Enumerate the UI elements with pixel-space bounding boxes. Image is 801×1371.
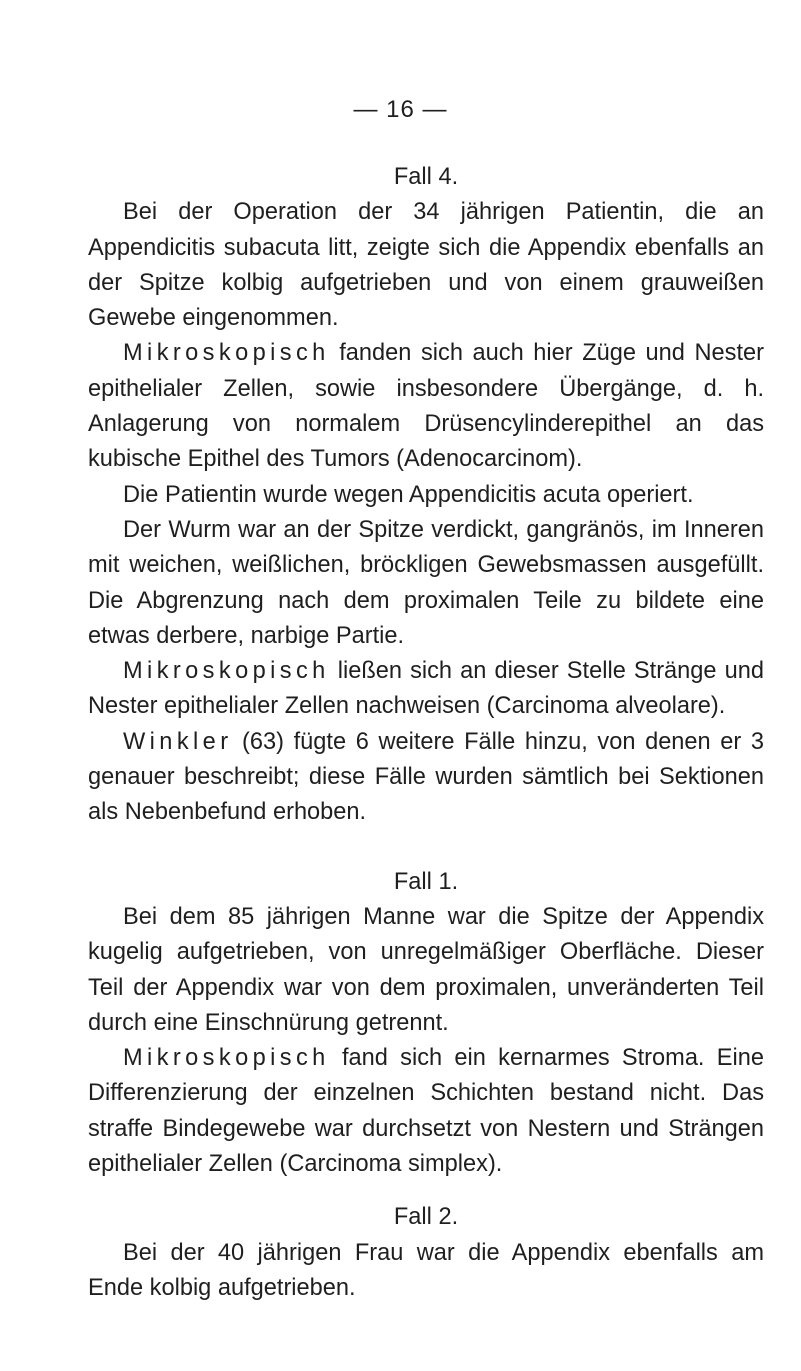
section-heading: Fall 4.: [393, 164, 459, 190]
paragraph: [88, 1236, 764, 1307]
section-gap: [88, 831, 764, 865]
paragraph-text: Die Patientin wurde wegen Appendicitis acuta operiert.: [123, 481, 694, 508]
paragraph: [88, 195, 764, 336]
paragraph: [88, 513, 764, 654]
spaced-term: Mikroskopisch: [123, 658, 330, 685]
spaced-term: Winkler: [123, 728, 233, 755]
paragraph: [88, 336, 764, 477]
paragraph-text: Bei dem 85 jährigen Manne war die Spitze der Appendix kugelig aufgetrieben, von unregelmäßiger Oberfläche. Dieser Teil der Appendix war von dem proximalen, unveränderten Teil durch eine Einschnürung getrennt.: [88, 903, 764, 1036]
paragraph: [88, 654, 764, 725]
paragraph-text: fanden sich auch hier Züge und Nester epithelialer Zellen, sowie insbesondere Übergänge, d. h. Anlagerung von normalem Drüsencylinderepithel an das kubische Epithel des Tumors (Adenocarcinom).: [88, 340, 764, 473]
paragraph-text: (63) fügte 6 weitere Fälle hinzu, von denen er 3 genauer beschreibt; diese Fälle wurden sämtlich bei Sektionen als Nebenbefund erhoben.: [88, 728, 764, 826]
paragraph-text: Bei der Operation der 34 jährigen Patientin, die an Appendicitis subacuta litt, zeigte sich die Appendix ebenfalls an der Spitze kolbig aufgetrieben und von einem grauweißen Gewebe eingenommen.: [88, 199, 764, 332]
section-heading: Fall 1.: [393, 868, 459, 895]
paragraph-text: ließen sich an dieser Stelle Stränge und Nester epithelialer Zellen nachweisen (Carcinoma alveolare).: [88, 658, 764, 720]
spaced-term: Mikroskopisch: [123, 340, 330, 367]
paragraph-text: Der Wurm war an der Spitze verdickt, gangränös, im Inneren mit weichen, weißlichen, bröckligen Gewebsmassen ausgefüllt. Die Abgrenzung nach dem proximalen Teile zu bildete eine etwas derbere, narbige Partie.: [88, 516, 764, 649]
section-heading: Fall 2.: [393, 1204, 459, 1231]
paragraph: [88, 900, 764, 1041]
section-fall-1: [88, 865, 764, 1183]
paragraph-text: fand sich ein kernarmes Stroma. Eine Differenzierung der einzelnen Schichten bestand nicht. Das straffe Bindegewebe war durchsetzt von Nestern und Strängen epithelialer Zellen (Carcinoma simplex).: [88, 1045, 764, 1178]
document-body: [88, 160, 764, 1306]
paragraph: [88, 1041, 764, 1182]
paragraph: [88, 478, 764, 513]
paragraph-text: Bei der 40 jährigen Frau war die Appendix ebenfalls am Ende kolbig aufgetrieben.: [88, 1239, 764, 1301]
paragraph: [88, 725, 764, 831]
section-fall-2: [88, 1200, 764, 1306]
spaced-term: Mikroskopisch: [123, 1045, 330, 1072]
page-number: — 16 —: [353, 96, 448, 123]
section-gap: [88, 1182, 764, 1200]
section-fall-4: [88, 160, 764, 831]
